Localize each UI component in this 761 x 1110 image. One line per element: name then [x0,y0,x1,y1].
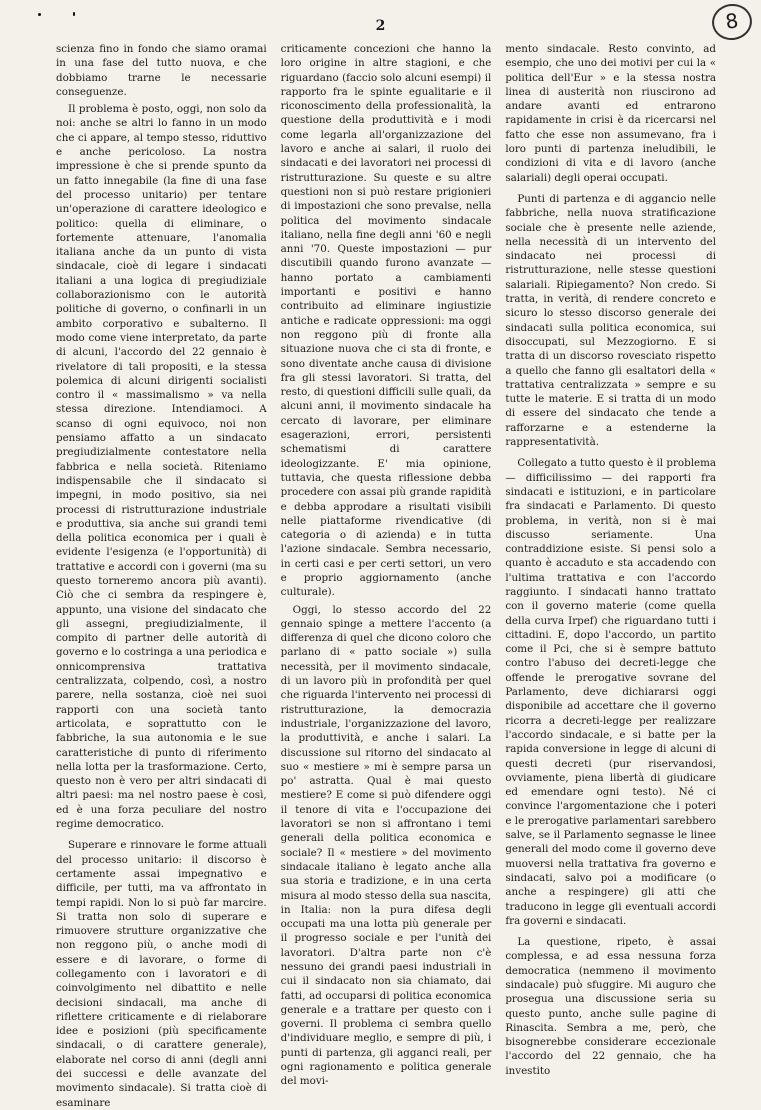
paragraph: Collegato a tutto questo è il problema — difficilissimo — dei rapporti fra sindacati e istituzioni, e in particolare fra sindacati e Parlamento. Di questo problema, in verità, non si è mai discusso seriamente. Una contraddizione esiste. Si pensi solo a quanto è accaduto e sta accadendo con l'ultima trattativa e con l'accordo raggiunto. I sindacati hanno trattato con il governo materie (come quella della curva Irpef) che riguardano tutti i cittadini. E, dopo l'accordo, un partito come il Pci, che si è sempre battuto contro l'abuso dei decreti-legge che offende le prerogative sovrane del Parlamento, deve dichiararsi oggi disponibile ad accettare che il governo ricorra a decreti-legge per realizzare l'accordo sindacale, e si batte per la rapida conversione in legge di alcuni di questi decreti (pur riservandosi, ovviamente, piena libertà di giudicare ed emendare ogni testo). Né ci convince l'argomentazione che i poteri e le prerogative parlamentari sarebbero salve, se il Parlamento segnasse le linee generali del modo come il governo deve muoversi nella trattativa fra governo e sindacati, salvo poi a modificare (o anche a respingere) gli atti che traducono in legge gli eventuali accordi fra governi e sindacati. [505,457,717,927]
paragraph: Superare e rinnovare le forme attuali del processo unitario: il discorso è certamente assai impegnativo e difficile, per tutti, ma va affrontato in tempi rapidi. Non lo si può far marcire. Si tratta non solo di superare e rimuovere strutture organizzative che non reggono più, o anche modi di essere e di lavorare, o forme di collegamento con i lavoratori e di coinvolgimento nel dibattito e nelle decisioni sindacali, ma anche di riflettere criticamente e di rielaborare idee e posizioni (più specificamente sindacali, o di carattere generale), elaborate nel corso di anni (degli anni dei successi e delle avanzate del movimento sindacale). Si tratta cioè di esaminare [56,839,267,1109]
archive-number-mark: 8 [710,1,755,42]
paragraph: Oggi, lo stesso accordo del 22 gennaio spinge a mettere l'accento (a differenza di quel che dicono coloro che parlano di « patto sociale ») sulla necessità, per il movimento sindacale, di un lavoro più in profondità per quel che riguarda l'intervento nei processi di ristrutturazione, la democrazia industriale, l'organizzazione del lavoro, la produttività, e anche i salari. La discussione sul ritorno del sindacato al suo « mestiere » mi è sempre parsa un po' astratta. Qual è mai questo mestiere? E come si può difendere oggi il tenore di vita e l'occupazione dei lavoratori se non si affrontano i temi generali della politica economica e sociale? Il « mestiere » del movimento sindacale italiano è legato anche alla sua storia e tradizione, e in una certa misura al modo stesso della sua nascita, in Italia: non la pura difesa degli occupati ma una lotta più generale per il progresso sociale e per l'unità dei lavoratori. D'altra parte non c'è nessuno dei grandi paesi industriali in cui il sindacato non sia chiamato, dai fatti, ad occuparsi di politica economica generale e a trattare per questo con i governi. Il problema ci sembra quello d'individuare meglio, e sempre di più, i punti di partenza, gli agganci reali, per ogni ragionamento e politica generale del movi- [280,603,492,1088]
text-column-1 [56,42,267,1109]
paragraph: La questione, ripeto, è assai complessa, e ad essa nessuna forza democratica (nemmeno il movimento sindacale) può sfuggire. Mi auguro che prosegua una discussione seria su questo punto, anche sulle pagine di Rinascita. Sembra a me, però, che bisognerebbe considerare eccezionale l'accordo del 22 gennaio, che ha investito [505,936,717,1077]
text-column-3 [505,42,717,1077]
paragraph: criticamente concezioni che hanno la loro origine in altre stagioni, e che riguardano (faccio solo alcuni esempi) il rapporto fra le spinte egualitarie e il riconoscimento della professionalità, la questione della produttività e i modi come legarla all'organizzazione del lavoro e anche ai salari, il ruolo dei sindacati e dei lavoratori nei processi di ristrutturazione. Su queste e su altre questioni non si può restare prigionieri di impostazioni che sono prevalse, nella politica del movimento sindacale italiano, nella fine degli anni '60 e negli anni '70. Queste impostazioni — pur discutibili quando furono avanzate — hanno portato a cambiamenti importanti e positivi e hanno contribuito ad eliminare ingiustizie antiche e radicate oppressioni: ma oggi non reggono più di fronte alla situazione nuova che ci sta di fronte, e sono diventate anche causa di divisione fra gli stessi lavoratori. Si tratta, del resto, di questioni difficili sulle quali, da alcuni anni, il movimento sindacale ha cercato di lavorare, per eliminare esagerazioni, errori, persistenti schematismi di carattere ideologizzante. E' mia opinione, tuttavia, che questa riflessione debba procedere con assai più grande rapidità e debba approdare a risultati visibili nelle piattaforme rivendicative (di categoria o di azienda) e in tutta l'azione sindacale. Sembra necessario, in certi casi e per certi settori, un vero e proprio aggiornamento (anche culturale). [280,43,492,599]
paragraph: mento sindacale. Resto convinto, ad esempio, che uno dei motivi per cui la « politica dell'Eur » e la stessa nostra linea di austerità non riuscirono ad andare avanti ed entrarono rapidamente in crisi è da ricercarsi nel fatto che esse non assumevano, fra i loro punti di partenza ineludibili, le condizioni di vita e di lavoro (anche salariali) degli operai occupati. [505,43,717,184]
scan-speck [73,12,75,16]
text-column-2 [280,42,492,1088]
article-columns [56,42,717,1109]
paragraph: scienza fino in fondo che siamo oramai in una fase del tutto nuova, e che dobbiamo trarne le necessarie conseguenze. [56,43,267,98]
paragraph: Il problema è posto, oggi, non solo da noi: anche se altri lo fanno in un modo che ci appare, al tempo stesso, riduttivo e anche pericoloso. La nostra impressione è che si prende spunto da un fatto innegabile (la fine di una fase del processo unitario) per tentare un'operazione di carattere ideologico e politico: quella di eliminare, o fortemente attenuare, l'anomalia italiana anche da un punto di vista sindacale, cioè di legare i sindacati italiani a una logica di pregiudiziale collaborazionismo con le autorità politiche di governo, o confinarli in un ambito corporativo e subalterno. Il modo come viene interpretato, da parte di alcuni, l'accordo del 22 gennaio è rivelatore di tali propositi, e la stessa polemica di alcuni dirigenti socialisti contro il « massimalismo » va nella stessa direzione. Intendiamoci. A scanso di ogni equivoco, noi non pensiamo affatto a un sindacato pregiudizialmente contestatore nella fabbrica e nella società. Riteniamo indispensabile che il sindacato si impegni, in modo positivo, sia nei processi di ristrutturazione industriale e produttiva, sia anche sui grandi temi della politica economica per i quali è evidente l'esigenza (e l'opportunità) di trattative e accordi con i governi (ma su questo torneremo ancora più avanti). Ciò che ci sembra da respingere è, appunto, una visione del sindacato che gli assegni, pregiudizialmente, il compito di partner delle autorità di governo e lo costringa a una periodica e onnicomprensiva trattativa centralizzata, colpendo, così, a nostro parere, nella sostanza, cioè nei suoi rapporti con una società tanto articolata, e soprattutto con le fabbriche, la sua autonomia e le sue caratteristiche di punto di riferimento nella lotta per la trasformazione. Certo, questo non è vero per altri sindacati di altri paesi: ma nel nostro paese è così, ed è una forza peculiare del nostro regime democratico. [56,103,267,831]
scan-speck [38,13,41,16]
paragraph: Punti di partenza e di aggancio nelle fabbriche, nella nuova stratificazione sociale che è presente nelle aziende, nella necessità di un intervento del sindacato nei processi di ristrutturazione, nelle stesse questioni salariali. Ripiegamento? Non credo. Si tratta, in verità, di rendere concreto e sicuro lo stesso discorso generale dei sindacati sulla politica economica, sui disoccupati, sul Mezzogiorno. E si tratta di un discorso rovesciato rispetto a quello che fanno gli esaltatori della « trattativa centralizzata » sempre e su tutte le materie. E si tratta di un modo di essere del sindacato che tende a rafforzarne e a estenderne la rappresentatività. [505,192,717,449]
page-number: 2 [375,18,386,34]
